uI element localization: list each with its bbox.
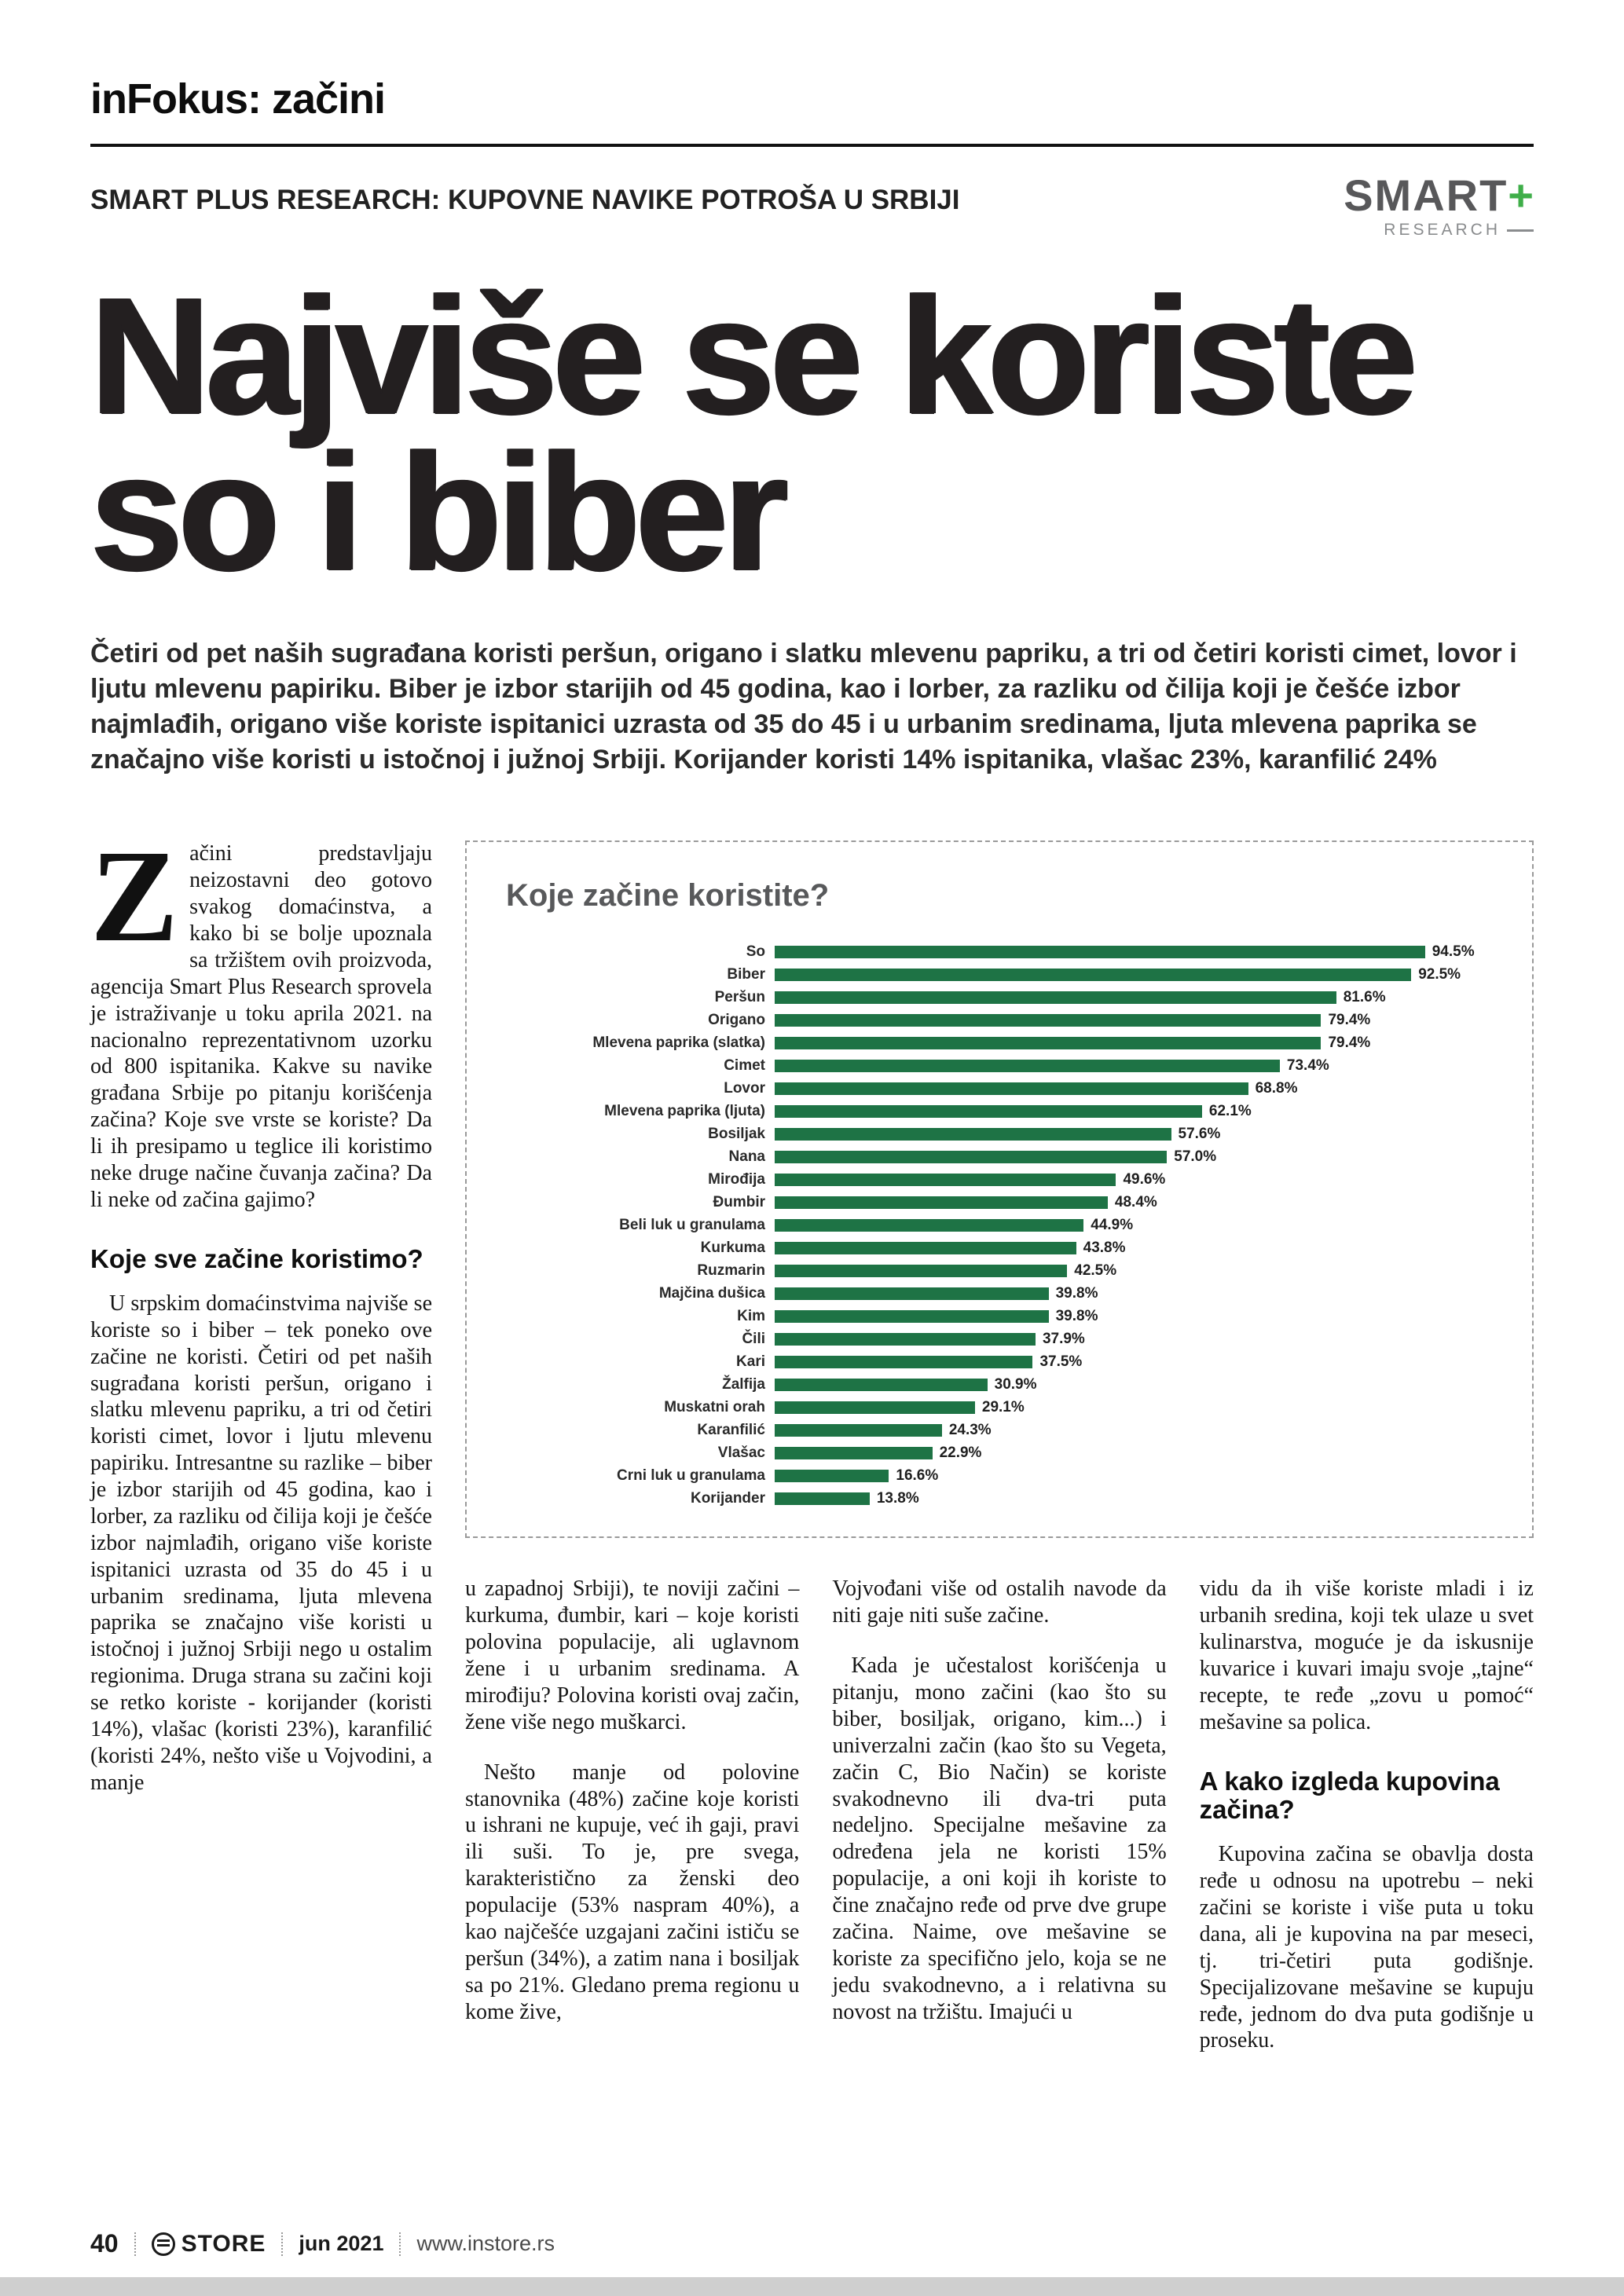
bar-row xyxy=(500,1031,1499,1054)
bar-value: 43.8% xyxy=(1083,1239,1126,1256)
bar-track xyxy=(775,1170,1499,1188)
bar xyxy=(775,1421,992,1438)
footer-divider xyxy=(134,2232,136,2256)
bar xyxy=(775,1398,1025,1415)
bar-label: Biber xyxy=(727,965,765,983)
lower-columns xyxy=(465,1576,1534,2054)
bar xyxy=(775,1216,1134,1233)
bar-track xyxy=(775,988,1499,1005)
paragraph: Kupovina začina se obavlja dosta ređe u odnosu na upotrebu – neki začini se koriste i više puta u toku dana, ali je kupovina na par meseci, tj. tri-četiri puta godišnje. Specijalizovane mešavine se kupuju ređe, jednom do dva puta godišnje u proseku. xyxy=(1199,1842,1534,2053)
paragraph-text: ačini predstavljaju neizostavni deo gotovo svakog domaćinstva, a kako bi se bolje upoznala sa tržištem ovih proizvoda, agencija Smart Plus Research sprovela je istraživanje u toku aprila 2021. na nacionalno reprezentativnom uzorku od 800 ispitanika. Kakve su navike građana Srbije po pitanju korišćenja začina? Koje sve vrste se koriste? Da li ih presipamo u teglice ili koristimo neke druge načine čuvanja začina? Da li neke od začina gajimo? xyxy=(90,841,432,1212)
smart-plus-research-logo xyxy=(1344,170,1534,240)
bar xyxy=(775,1262,1117,1279)
bar-track xyxy=(775,1216,1499,1233)
bar-track xyxy=(775,1262,1499,1279)
paragraph: vidu da ih više koriste mladi i iz urbanih sredina, koji tek ulaze u svet kulinarstva, moguće je da iskusnije kuvarice i kuvari imaju svoje „tajne“ recepte, te ređe „zovu u pomoć“ mešavine sa polica. xyxy=(1199,1576,1534,1734)
logo-name: SMART xyxy=(1344,170,1509,220)
bar xyxy=(775,1056,1329,1074)
bar-row xyxy=(500,986,1499,1009)
bar-value: 79.4% xyxy=(1328,1034,1371,1051)
column-4 xyxy=(1200,1576,1534,2054)
bar-row xyxy=(500,940,1499,963)
bar xyxy=(775,1467,939,1484)
bar-label: Mlevena paprika (ljuta) xyxy=(604,1102,765,1119)
bar-row xyxy=(500,1396,1499,1419)
bar xyxy=(775,1102,1252,1119)
masthead xyxy=(90,75,1534,240)
bar xyxy=(775,943,1475,960)
paragraph xyxy=(90,823,432,1213)
footer-divider xyxy=(399,2232,401,2256)
bar xyxy=(775,1239,1126,1256)
bar-label: Mlevena paprika (slatka) xyxy=(592,1034,765,1051)
bar-value: 48.4% xyxy=(1114,1193,1157,1210)
bar-value: 81.6% xyxy=(1343,988,1386,1005)
bar-label: So xyxy=(746,943,765,960)
bar-row xyxy=(500,1009,1499,1031)
issue-date: jun 2021 xyxy=(299,2232,384,2255)
instore-logo-icon xyxy=(152,2232,175,2256)
bar-value: 68.8% xyxy=(1255,1079,1298,1097)
bar-label: Karanfilić xyxy=(697,1421,765,1438)
lead-paragraph: Četiri od pet naših sugrađana koristi peršun, origano i slatku mlevenu papriku, a tri od četiri koristi cimet, lovor i ljutu mlevenu papiriku. Biber je izbor starijih od 45 godina, kao i lorber, za razliku od čilija koji je češće izbor najmlađih, origano više koriste ispitanici uzrasta od 35 do 45 i u urbanim sredinama, ljuta mlevena paprika se značajno više koristi u istočnoj i južnoj Srbiji. Korijander koristi 14% ispitanika, vlašac 23%, karanfilić 24% xyxy=(90,638,1517,775)
bar-row xyxy=(500,1305,1499,1327)
footer-divider xyxy=(281,2232,283,2256)
chart-title: Koje začine koristite? xyxy=(506,878,830,914)
page-number: 40 xyxy=(90,2229,119,2258)
bar xyxy=(775,965,1461,983)
bar-row xyxy=(500,1168,1499,1191)
bar xyxy=(775,988,1386,1005)
bar-value: 79.4% xyxy=(1328,1011,1371,1028)
bar-track xyxy=(775,1330,1499,1347)
bar-track xyxy=(775,965,1499,983)
bar-row xyxy=(500,1077,1499,1100)
brand-name: STORE xyxy=(181,2230,266,2257)
logo-wordmark xyxy=(1344,170,1534,220)
bar-track xyxy=(775,1056,1499,1074)
bar-row xyxy=(500,1236,1499,1259)
right-area xyxy=(465,840,1534,2054)
bar-row xyxy=(500,1464,1499,1487)
bar-row xyxy=(500,1373,1499,1396)
bar-track xyxy=(775,1398,1499,1415)
bar xyxy=(775,1148,1217,1165)
bar-label: Korijander xyxy=(690,1489,765,1507)
bar-row xyxy=(500,1419,1499,1441)
bar xyxy=(775,1079,1298,1097)
chart-panel xyxy=(465,840,1534,1538)
bar-label: Vlašac xyxy=(717,1444,765,1461)
bar-value: 42.5% xyxy=(1074,1262,1117,1279)
top-rule xyxy=(90,144,1534,147)
bar xyxy=(775,1353,1083,1370)
bar-value: 24.3% xyxy=(948,1421,992,1438)
bar-row xyxy=(500,1100,1499,1122)
logo-subtitle: RESEARCH xyxy=(1344,221,1534,240)
bar-row xyxy=(500,1191,1499,1214)
bar-track xyxy=(775,1079,1499,1097)
page-footer xyxy=(90,2229,555,2258)
bar-track xyxy=(775,1353,1499,1370)
bar-value: 57.6% xyxy=(1178,1125,1221,1142)
paragraph: Nešto manje od polovine stanovnika (48%) začine koje koristi u ishrani ne kupuje, već ih gaji, pravi ili suši. To je, pre svega, karakteristično za ženski deo populacije (53% naspram 40%), a kao najčešće uzgajani začini ističu se peršun (34%), a zatim nana i bosiljak sa po 21%. Gledano prema regionu u kome žive, xyxy=(465,1760,800,2024)
article-body xyxy=(90,823,1534,2054)
subheading: A kako izgleda kupovina začina? xyxy=(1199,1766,1500,1824)
bar-row xyxy=(500,1327,1499,1350)
bar-label: Čili xyxy=(742,1330,765,1347)
bar-label: Peršun xyxy=(714,988,765,1005)
page-edge xyxy=(0,2277,1624,2296)
bar-row xyxy=(500,1282,1499,1305)
headline xyxy=(90,262,1534,606)
bar-label: Žalfija xyxy=(722,1375,765,1393)
bar-value: 44.9% xyxy=(1091,1216,1134,1233)
column-3 xyxy=(832,1576,1166,2054)
bar xyxy=(775,1125,1221,1142)
bar-track xyxy=(775,1307,1499,1324)
bar-track xyxy=(775,1193,1499,1210)
paragraph: U srpskim domaćinstvima najviše se koriste so i biber – tek poneko ove začine ne koristi. Četiri od pet naših sugrađana koristi peršun, origano i slatku mlevenu papriku, a tri od četiri koristi cimet, lovor i ljutu mlevenu papiriku. Intresantne su razlike – biber je izbor starijih od 45 godina, kao i lorber, za razliku od čilija koji je češće izbor najmlađih, origano više koriste ispitanici uzrasta od 35 do 45 i u urbanim sredinama, ljuta mlevena paprika se značajno više koristi u istočnoj i južnoj Srbiji nego u ostalim regionima. Druga strana su začini koji se retko koriste - korijander (koristi 14%), vlašac (koristi 23%), karanfilić (koristi 24%, nešto više u Vojvodini, a manje xyxy=(90,1291,432,1795)
bar-label: Kari xyxy=(736,1353,765,1370)
bar-chart xyxy=(500,940,1499,1510)
bar-track xyxy=(775,1239,1499,1256)
bar-label: Nana xyxy=(728,1148,765,1165)
column-1 xyxy=(90,823,432,2054)
bar-value: 94.5% xyxy=(1432,943,1475,960)
bar xyxy=(775,1375,1037,1393)
dropcap: Z xyxy=(90,823,179,970)
bar-value: 37.9% xyxy=(1042,1330,1085,1347)
column-2 xyxy=(465,1576,799,2054)
bar-label: Kim xyxy=(737,1307,765,1324)
bar-value: 13.8% xyxy=(876,1489,919,1507)
subheading: Koje sve začine koristimo? xyxy=(90,1243,423,1273)
bar-track xyxy=(775,1421,1499,1438)
bar-track xyxy=(775,1034,1499,1051)
bar xyxy=(775,1330,1085,1347)
bar-row xyxy=(500,1145,1499,1168)
bar-value: 57.0% xyxy=(1174,1148,1217,1165)
bar-label: Mirođija xyxy=(708,1170,765,1188)
bar-row xyxy=(500,1259,1499,1282)
bar xyxy=(775,1489,919,1507)
bar-track xyxy=(775,1375,1499,1393)
bar-value: 49.6% xyxy=(1123,1170,1166,1188)
bar xyxy=(775,1444,982,1461)
paragraph: Kada je učestalost korišćenja u pitanju, mono začini (kao što su biber, bosiljak, origano, kim...) i univerzalni začin (kao što su Vegeta, začin C, Bio Način) se koriste svakodnevno ili dva-tri puta nedeljno. Specijalne mešavine za određena jela ne koristi 15% populacije, a oni koji ih koriste to čine značajno ređe od prve dve grupe začina. Naime, ove mešavine se koriste za specifično jelo, koja se ne jedu svakodnevno, a i relativna su novost na tržištu. Imajući u xyxy=(832,1653,1167,2024)
bar-row xyxy=(500,1350,1499,1373)
website-url: www.instore.rs xyxy=(416,2232,555,2255)
bar-row xyxy=(500,963,1499,986)
bar xyxy=(775,1193,1157,1210)
plus-icon: + xyxy=(1508,170,1534,220)
bar-label: Lovor xyxy=(724,1079,765,1097)
bar xyxy=(775,1170,1166,1188)
bar-label: Muskatni orah xyxy=(664,1398,765,1415)
bar-value: 16.6% xyxy=(896,1467,939,1484)
bar-track xyxy=(775,1444,1499,1461)
section-title: inFokus: začini xyxy=(90,75,386,123)
headline-line-2: so i biber xyxy=(90,419,784,606)
bar-value: 39.8% xyxy=(1055,1284,1098,1302)
bar xyxy=(775,1011,1371,1028)
bar-track xyxy=(775,1102,1499,1119)
bar-track xyxy=(775,1148,1499,1165)
bar-value: 30.9% xyxy=(994,1375,1037,1393)
bar-row xyxy=(500,1122,1499,1145)
bar-track xyxy=(775,1284,1499,1302)
bar-row xyxy=(500,1441,1499,1464)
bar-value: 62.1% xyxy=(1208,1102,1252,1119)
bar xyxy=(775,1284,1098,1302)
bar-track xyxy=(775,1011,1499,1028)
bar-label: Bosiljak xyxy=(708,1125,765,1142)
bar-row xyxy=(500,1214,1499,1236)
bar-label: Đumbir xyxy=(713,1193,765,1210)
bar-track xyxy=(775,1125,1499,1142)
bar-label: Crni luk u granulama xyxy=(617,1467,765,1484)
bar-label: Cimet xyxy=(724,1056,765,1074)
paragraph: Vojvođani više od ostalih navode da niti gaje niti suše začine. xyxy=(832,1576,1167,1628)
bar-label: Beli luk u granulama xyxy=(619,1216,765,1233)
bar-value: 37.5% xyxy=(1039,1353,1083,1370)
headline-line-1: Najviše se koriste xyxy=(90,262,1413,449)
kicker-row xyxy=(90,170,1534,240)
bar-label: Origano xyxy=(708,1011,765,1028)
bar-row xyxy=(500,1054,1499,1077)
bar-label: Ruzmarin xyxy=(697,1262,765,1279)
bar-row xyxy=(500,1487,1499,1510)
bar-value: 39.8% xyxy=(1055,1307,1098,1324)
bar-track xyxy=(775,1467,1499,1484)
bar-value: 92.5% xyxy=(1418,965,1461,983)
bar xyxy=(775,1034,1371,1051)
paragraph: u zapadnoj Srbiji), te noviji začini – kurkuma, đumbir, kari – koje koristi polovina populacije, ali uglavnom žene i u urbanim sredinama. A mirođiju? Polovina koristi ovaj začin, žene više nego muškarci. xyxy=(465,1576,800,1734)
bar-value: 22.9% xyxy=(939,1444,982,1461)
store-logo xyxy=(152,2231,266,2258)
bar-track xyxy=(775,943,1499,960)
kicker: SMART PLUS RESEARCH: KUPOVNE NAVIKE POTROŠA U SRBIJI xyxy=(90,185,960,215)
bar-track xyxy=(775,1489,1499,1507)
bar-value: 29.1% xyxy=(981,1398,1025,1415)
bar-label: Majčina dušica xyxy=(658,1284,765,1302)
bar xyxy=(775,1307,1098,1324)
bar-label: Kurkuma xyxy=(700,1239,765,1256)
bar-value: 73.4% xyxy=(1286,1056,1329,1074)
